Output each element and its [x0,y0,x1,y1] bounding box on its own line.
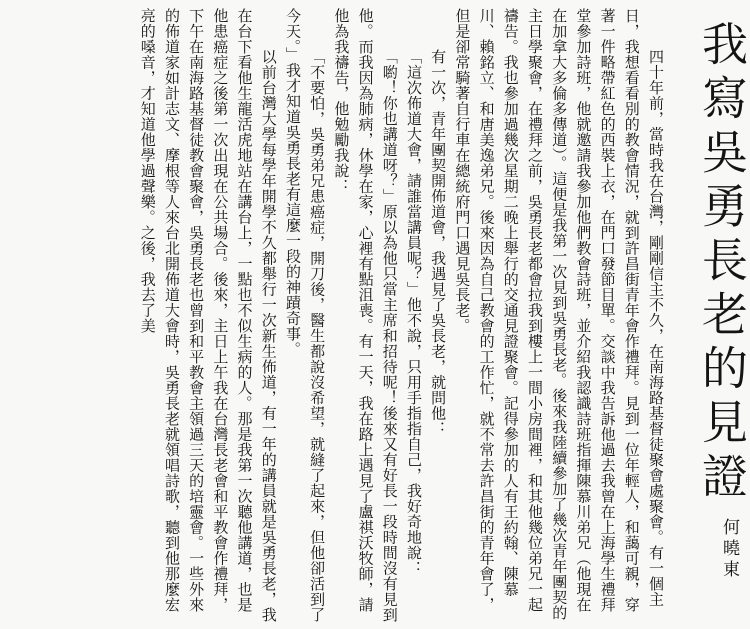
paragraph: 「這次佈道大會，請誰當講員呢？」他不說，只用手指指自己，我好奇地說： [404,48,423,576]
document-body [4,8,668,625]
paragraph: 「不要怕，吳勇弟兄患癌症，開刀後，醫生都說沒希望，就縫了起來，但他卻活到了今天。」我才知道吳勇長老有這麼一段的神蹟奇事。 [283,8,327,622]
document-title: 我寫吳勇長老的見證 [695,20,749,506]
author-name: 何曉東 [719,518,739,581]
paragraph: 有一次，青年團契開佈道會，我遇見了吳長老，就問他： [429,48,448,436]
paragraph: 以前台灣大學每學年開學不久都舉行一次新生佈道，有一年的講員就是吳勇長老，我在台下看他生龍活虎地站在講台上，一點也不似生病的人。那是我第一次聽他講道，也是他患癌症之後第一次出現在公共場合。後來，主日上午我在台灣長老會和平教會作禮拜，下午在南海路基督徒教會聚會，吳勇長老也曾到和平教會主領過三天的培靈會。一些外來的佈道家如計志文、摩根等人來台北開佈道大會時，吳勇長老就領唱詩歌，聽到他那麼宏亮的嗓音，才知道他學過聲樂。之後，我去了美 [138,8,278,622]
paragraph: 四十年前，當時我在台灣，剛剛信主不久，在南海路基督徒聚會處聚會。有一個主日，我想看看別的教會情況，就到許昌街青年會作禮拜。見到一位年輕人，和藹可親，穿著一件略帶紅色的西裝上衣，在門口發節目單。交談中我告訴他過去我曾在上海學生禮拜堂參加詩班，他就邀請我參加他們教會詩班，並介紹我認識詩班指揮陳慕川弟兄（他現在在加拿大多倫多傳道）。這便是我第一次見到吳勇長老。後來我陸續參加了幾次青年團契的主日學聚會，在禮拜之前，吳勇長老都會拉我到樓上一間小房間裡，和其他幾位弟兄一起禱告。我也參加過幾次星期二晚上舉行的交通見證聚會。記得參加的人有王約翰、陳慕川、賴銘立、和唐美逸弟兄。後來因為自己教會的工作忙，就不常去許昌街的青年會了，但是卻常騎著自行車在總統府門口遇見吳長老。 [453,8,665,621]
paragraph: 「喲！你也講道呀？」原以為他只當主席和招待呢！後來又有好長一段時間沒有見到他。而我因為肺病，休學在家，心裡有點沮喪。有一天，我在路上遇見了盧祺沃牧師，請他為我禱告，他勉勵我說： [332,8,399,622]
